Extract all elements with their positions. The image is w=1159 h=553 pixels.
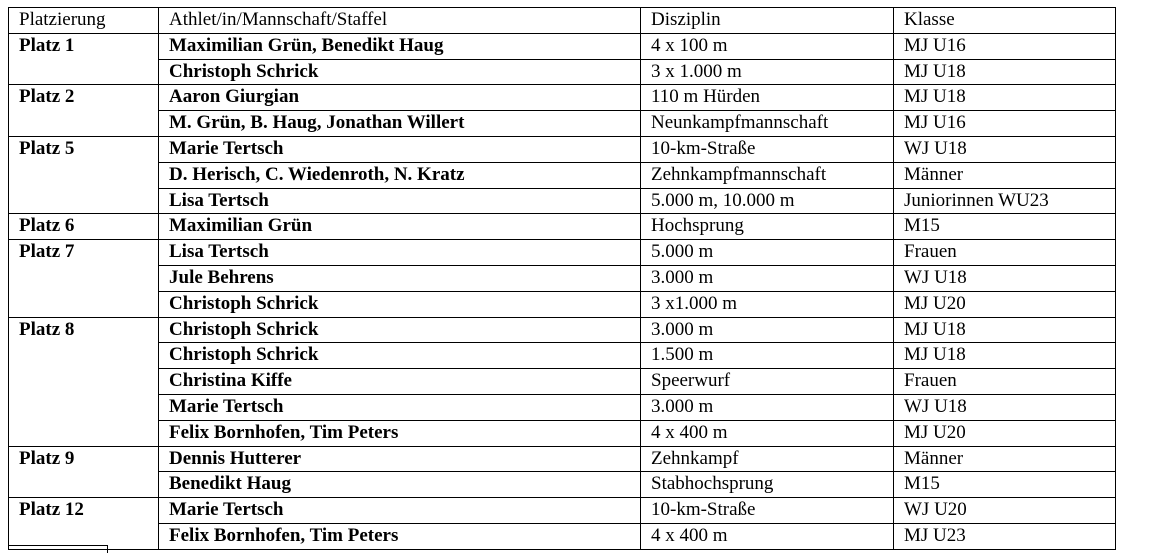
placement-cell: Platz 1 (9, 33, 159, 85)
athlete-cell: Maximilian Grün (159, 214, 641, 240)
class-cell: Frauen (894, 240, 1116, 266)
athlete-cell: Felix Bornhofen, Tim Peters (159, 420, 641, 446)
athlete-cell: Marie Tertsch (159, 136, 641, 162)
athlete-cell: Maximilian Grün, Benedikt Haug (159, 33, 641, 59)
class-cell: Männer (894, 446, 1116, 472)
class-cell: MJ U18 (894, 59, 1116, 85)
results-table (8, 7, 1116, 550)
athlete-cell: Christoph Schrick (159, 59, 641, 85)
discipline-cell: 3 x1.000 m (641, 291, 894, 317)
class-cell: MJ U20 (894, 291, 1116, 317)
discipline-cell: 4 x 400 m (641, 420, 894, 446)
class-cell: Juniorinnen WU23 (894, 188, 1116, 214)
class-cell: WJ U18 (894, 136, 1116, 162)
class-cell: MJ U18 (894, 343, 1116, 369)
discipline-cell: 5.000 m (641, 240, 894, 266)
header-athlete: Athlet/in/Mannschaft/Staffel (159, 8, 641, 34)
table-row (9, 188, 1116, 214)
athlete-cell: D. Herisch, C. Wiedenroth, N. Kratz (159, 162, 641, 188)
discipline-cell: Zehnkampf (641, 446, 894, 472)
table-row (9, 317, 1116, 343)
athlete-cell: Marie Tertsch (159, 394, 641, 420)
table-row (9, 446, 1116, 472)
athlete-cell: Christoph Schrick (159, 291, 641, 317)
discipline-cell: 110 m Hürden (641, 85, 894, 111)
athlete-cell: Dennis Hutterer (159, 446, 641, 472)
athlete-cell: M. Grün, B. Haug, Jonathan Willert (159, 111, 641, 137)
athlete-cell: Lisa Tertsch (159, 240, 641, 266)
class-cell: M15 (894, 472, 1116, 498)
class-cell: MJ U20 (894, 420, 1116, 446)
placement-cell: Platz 9 (9, 446, 159, 498)
placement-cell: Platz 6 (9, 214, 159, 240)
class-cell: WJ U18 (894, 265, 1116, 291)
discipline-cell: Hochsprung (641, 214, 894, 240)
discipline-cell: 10-km-Straße (641, 498, 894, 524)
table-row (9, 369, 1116, 395)
table-header-row (9, 8, 1116, 34)
discipline-cell: 3.000 m (641, 317, 894, 343)
discipline-cell: Stabhochsprung (641, 472, 894, 498)
discipline-cell: Neunkampfmannschaft (641, 111, 894, 137)
class-cell: WJ U20 (894, 498, 1116, 524)
header-placement: Platzierung (9, 8, 159, 34)
table-row (9, 59, 1116, 85)
table-row (9, 420, 1116, 446)
class-cell: Frauen (894, 369, 1116, 395)
table-row (9, 136, 1116, 162)
table-row (9, 472, 1116, 498)
athlete-cell: Felix Bornhofen, Tim Peters (159, 523, 641, 549)
athlete-cell: Christina Kiffe (159, 369, 641, 395)
athlete-cell: Lisa Tertsch (159, 188, 641, 214)
table-row (9, 111, 1116, 137)
table-row (9, 343, 1116, 369)
table-row (9, 240, 1116, 266)
table-row (9, 85, 1116, 111)
discipline-cell: Zehnkampfmannschaft (641, 162, 894, 188)
athlete-cell: Christoph Schrick (159, 317, 641, 343)
table-row (9, 265, 1116, 291)
results-body (9, 33, 1116, 549)
athlete-cell: Benedikt Haug (159, 472, 641, 498)
athlete-cell: Christoph Schrick (159, 343, 641, 369)
table-row (9, 498, 1116, 524)
discipline-cell: Speerwurf (641, 369, 894, 395)
athlete-cell: Aaron Giurgian (159, 85, 641, 111)
class-cell: MJ U16 (894, 33, 1116, 59)
table-row (9, 162, 1116, 188)
placement-cell: Platz 8 (9, 317, 159, 446)
class-cell: MJ U18 (894, 317, 1116, 343)
discipline-cell: 1.500 m (641, 343, 894, 369)
class-cell: M15 (894, 214, 1116, 240)
class-cell: MJ U23 (894, 523, 1116, 549)
class-cell: MJ U18 (894, 85, 1116, 111)
discipline-cell: 3 x 1.000 m (641, 59, 894, 85)
placement-cell: Platz 5 (9, 136, 159, 213)
class-cell: WJ U18 (894, 394, 1116, 420)
table-row (9, 291, 1116, 317)
table-row (9, 214, 1116, 240)
athlete-cell: Jule Behrens (159, 265, 641, 291)
placement-cell: Platz 2 (9, 85, 159, 137)
athlete-cell: Marie Tertsch (159, 498, 641, 524)
discipline-cell: 5.000 m, 10.000 m (641, 188, 894, 214)
discipline-cell: 3.000 m (641, 265, 894, 291)
table-row (9, 33, 1116, 59)
placement-cell: Platz 12 (9, 498, 159, 550)
header-class: Klasse (894, 8, 1116, 34)
table-row (9, 394, 1116, 420)
table-continuation-edge (8, 545, 108, 553)
discipline-cell: 10-km-Straße (641, 136, 894, 162)
table-row (9, 523, 1116, 549)
class-cell: Männer (894, 162, 1116, 188)
discipline-cell: 4 x 100 m (641, 33, 894, 59)
header-discipline: Disziplin (641, 8, 894, 34)
discipline-cell: 4 x 400 m (641, 523, 894, 549)
discipline-cell: 3.000 m (641, 394, 894, 420)
placement-cell: Platz 7 (9, 240, 159, 317)
class-cell: MJ U16 (894, 111, 1116, 137)
